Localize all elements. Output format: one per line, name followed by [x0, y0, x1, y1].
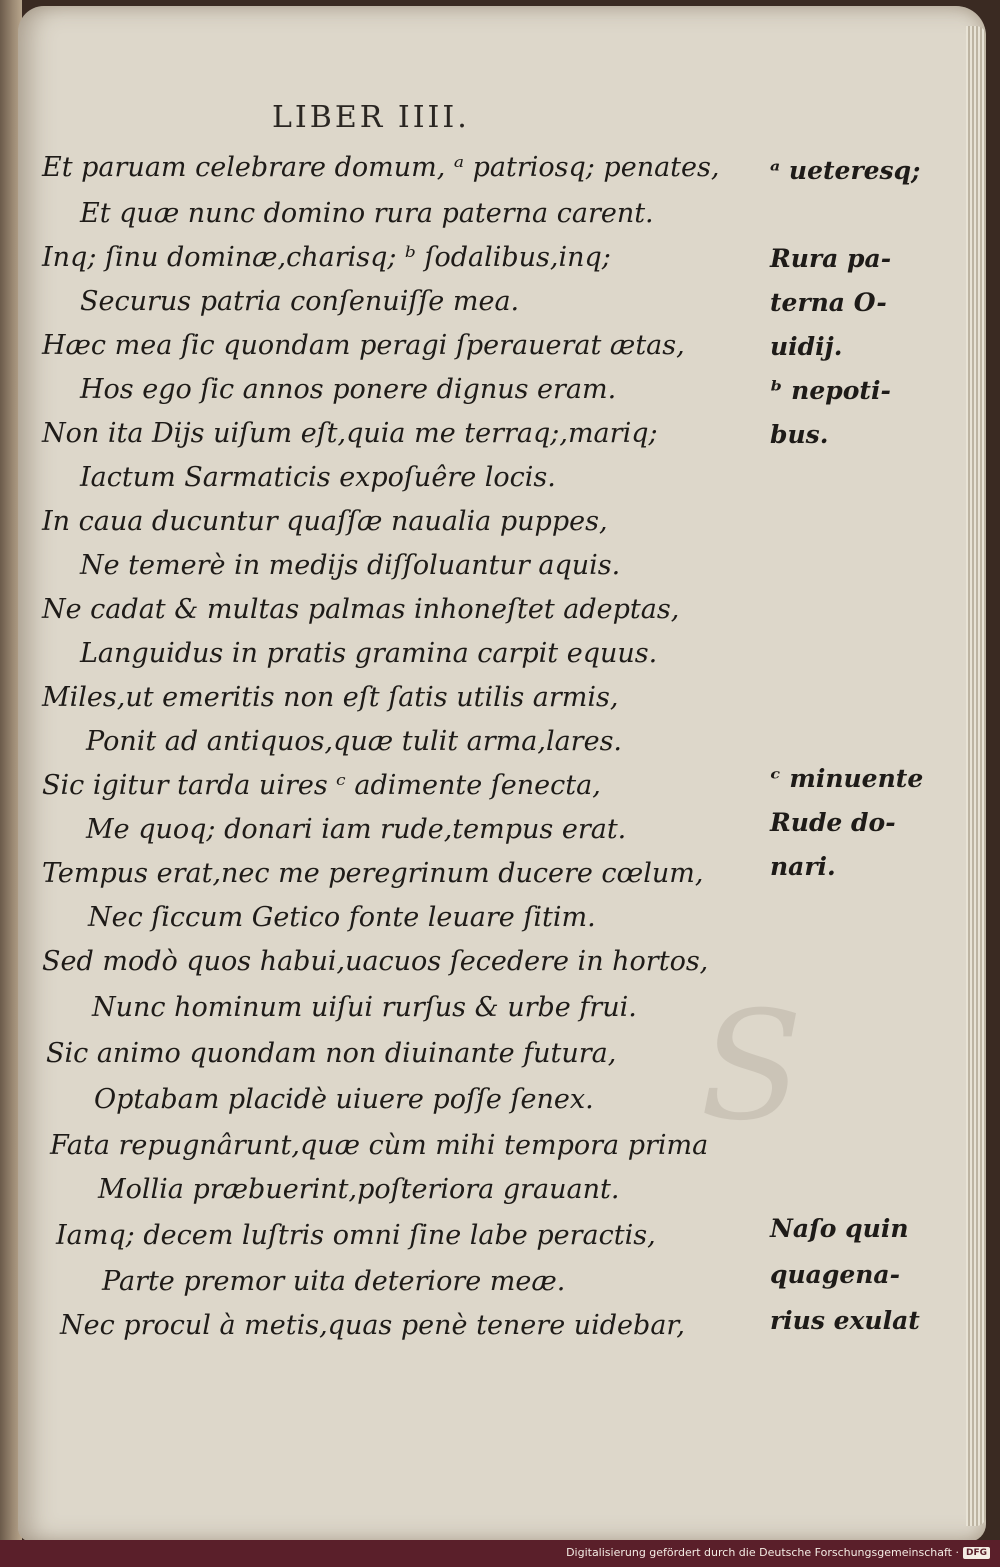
margin-gloss: ᵇ nepoti-: [770, 376, 891, 405]
verse-line: Inq; ſinu dominæ,charisq; ᵇ ſodalibus,inq;: [42, 242, 611, 273]
verse-line: Parte premor uita deteriore meæ.: [102, 1266, 566, 1297]
verse-line: Iamq; decem luſtris omni ſine labe peractis,: [56, 1220, 656, 1251]
margin-gloss: nari.: [770, 852, 836, 881]
verse-line: Securus patria conſenuiſſe mea.: [80, 286, 520, 317]
verse-line: Hæc mea ſic quondam peragi ſperauerat ætas,: [42, 330, 685, 361]
verse-line: Ne temerè in medijs diſſoluantur aquis.: [80, 550, 621, 581]
verse-line: Ponit ad antiquos,quæ tulit arma,lares.: [86, 726, 623, 757]
margin-gloss: quagena-: [770, 1260, 900, 1289]
verse-line: Fata repugnârunt,quæ cùm mihi tempora prima: [50, 1130, 709, 1161]
verse-line: Miles,ut emeritis non eſt ſatis utilis armis,: [42, 682, 619, 713]
verse-line: Iactum Sarmaticis expoſuêre locis.: [80, 462, 556, 493]
verse-line: Hos ego ſic annos ponere dignus eram.: [80, 374, 617, 405]
verse-line: Nunc hominum uiſui rurſus & urbe frui.: [92, 992, 637, 1023]
verse-line: Nec ſiccum Getico fonte leuare ſitim.: [88, 902, 596, 933]
margin-gloss: Rura pa-: [770, 244, 892, 273]
verse-line: Et quæ nunc domino rura paterna carent.: [80, 198, 654, 229]
verse-line: Mollia præbuerint,poſteriora grauant.: [98, 1174, 620, 1205]
verse-line: Et paruam celebrare domum, ᵃ patriosq; penates,: [42, 152, 720, 183]
dfg-logo-icon: DFG: [963, 1547, 990, 1559]
verse-line: Nec procul à metis,quas penè tenere uidebar,: [60, 1310, 685, 1341]
margin-gloss: uidij.: [770, 332, 843, 361]
margin-gloss: Rude do-: [770, 808, 896, 837]
verse-line: Languidus in pratis gramina carpit equus.: [80, 638, 658, 669]
verse-line: Ne cadat & multas palmas inhoneſtet adeptas,: [42, 594, 680, 625]
verse-line: Optabam placidè uiuere poſſe ſenex.: [94, 1084, 594, 1115]
margin-gloss: ᵃ ueteresq;: [770, 156, 921, 185]
margin-gloss: ᶜ minuente: [770, 764, 924, 793]
bleed-through-letter: S: [700, 980, 803, 1154]
verse-line: Sic animo quondam non diuinante futura,: [46, 1038, 617, 1069]
funding-credit: Digitalisierung gefördert durch die Deutsche Forschungsgemeinschaft ·: [566, 1546, 959, 1559]
verse-line: Sic igitur tarda uires ᶜ adimente ſenecta,: [42, 770, 601, 801]
page-fore-edge: [966, 26, 986, 1526]
verse-line: Sed modò quos habui,uacuos ſecedere in hortos,: [42, 946, 709, 977]
verse-line: In caua ducuntur quaſſæ naualia puppes,: [42, 506, 608, 537]
margin-gloss: Naſo quin: [770, 1214, 909, 1243]
verse-line: Non ita Dijs uiſum eſt,quia me terraq;,mariq;: [42, 418, 658, 449]
margin-gloss: terna O-: [770, 288, 887, 317]
verse-line: Tempus erat,nec me peregrinum ducere cœlum,: [42, 858, 704, 889]
margin-gloss: bus.: [770, 420, 829, 449]
margin-gloss: rius exulat: [770, 1306, 920, 1335]
verse-line: Me quoq; donari iam rude,tempus erat.: [86, 814, 627, 845]
running-head: LIBER IIII.: [272, 100, 470, 135]
digitization-footer: [566, 1546, 990, 1559]
